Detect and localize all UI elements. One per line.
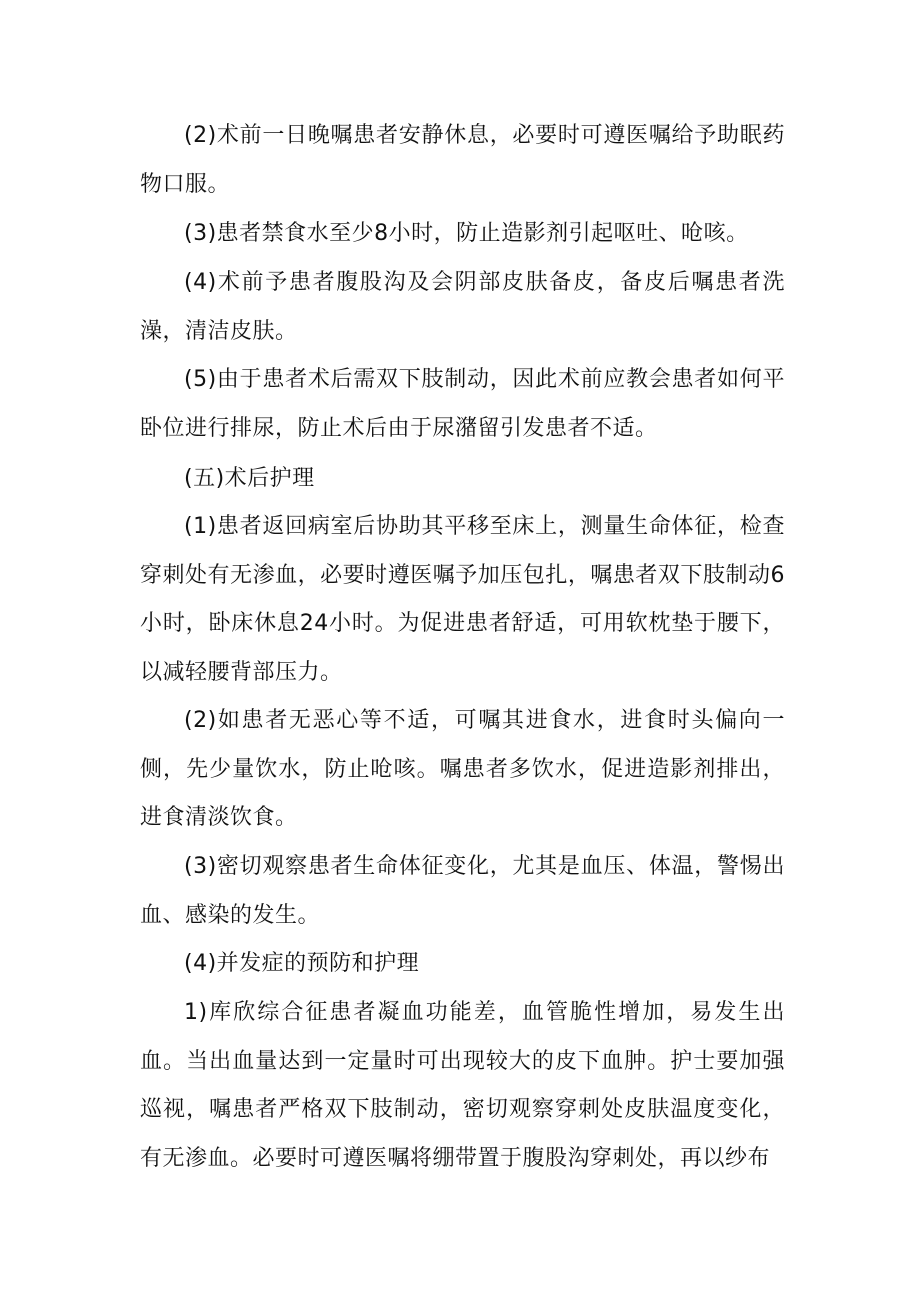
paragraph-preop-2: (2)术前一日晚嘱患者安静休息，必要时可遵医嘱给予助眠药物口服。	[140, 123, 785, 197]
paragraph-postop-1: (1)患者返回病室后协助其平移至床上，测量生命体征，检查穿刺处有无渗血，必要时遵医嘱予加压包扎，嘱患者双下肢制动6小时，卧床休息24小时。为促进患者舒适，可用软枕垫于腰下，以减轻腰背部压力。	[140, 514, 785, 685]
paragraph-complication-1: 1)库欣综合征患者凝血功能差，血管脆性增加，易发生出血。当出血量达到一定量时可出现较大的皮下血肿。护士要加强巡视，嘱患者严格双下肢制动，密切观察穿刺处皮肤温度变化，有无渗血。必要时可遵医嘱将绷带置于腹股沟穿刺处，再以纱布	[140, 1000, 785, 1171]
paragraph-preop-4: (4)术前予患者腹股沟及会阴部皮肤备皮，备皮后嘱患者洗澡，清洁皮肤。	[140, 270, 785, 344]
paragraph-preop-3: (3)患者禁食水至少8小时，防止造影剂引起呕吐、呛咳。	[184, 221, 749, 246]
paragraph-postop-3: (3)密切观察患者生命体征变化，尤其是血压、体温，警惕出血、感染的发生。	[140, 854, 785, 928]
subheading-complications: (4)并发症的预防和护理	[184, 951, 420, 976]
section-heading-postop: (五)术后护理	[184, 466, 315, 491]
paragraph-preop-5: (5)由于患者术后需双下肢制动，因此术前应教会患者如何平卧位进行排尿，防止术后由于尿潴留引发患者不适。	[140, 367, 785, 441]
paragraph-postop-2: (2)如患者无恶心等不适，可嘱其进食水，进食时头偏向一侧，先少量饮水，防止呛咳。嘱患者多饮水，促进造影剂排出，进食清淡饮食。	[140, 708, 785, 830]
